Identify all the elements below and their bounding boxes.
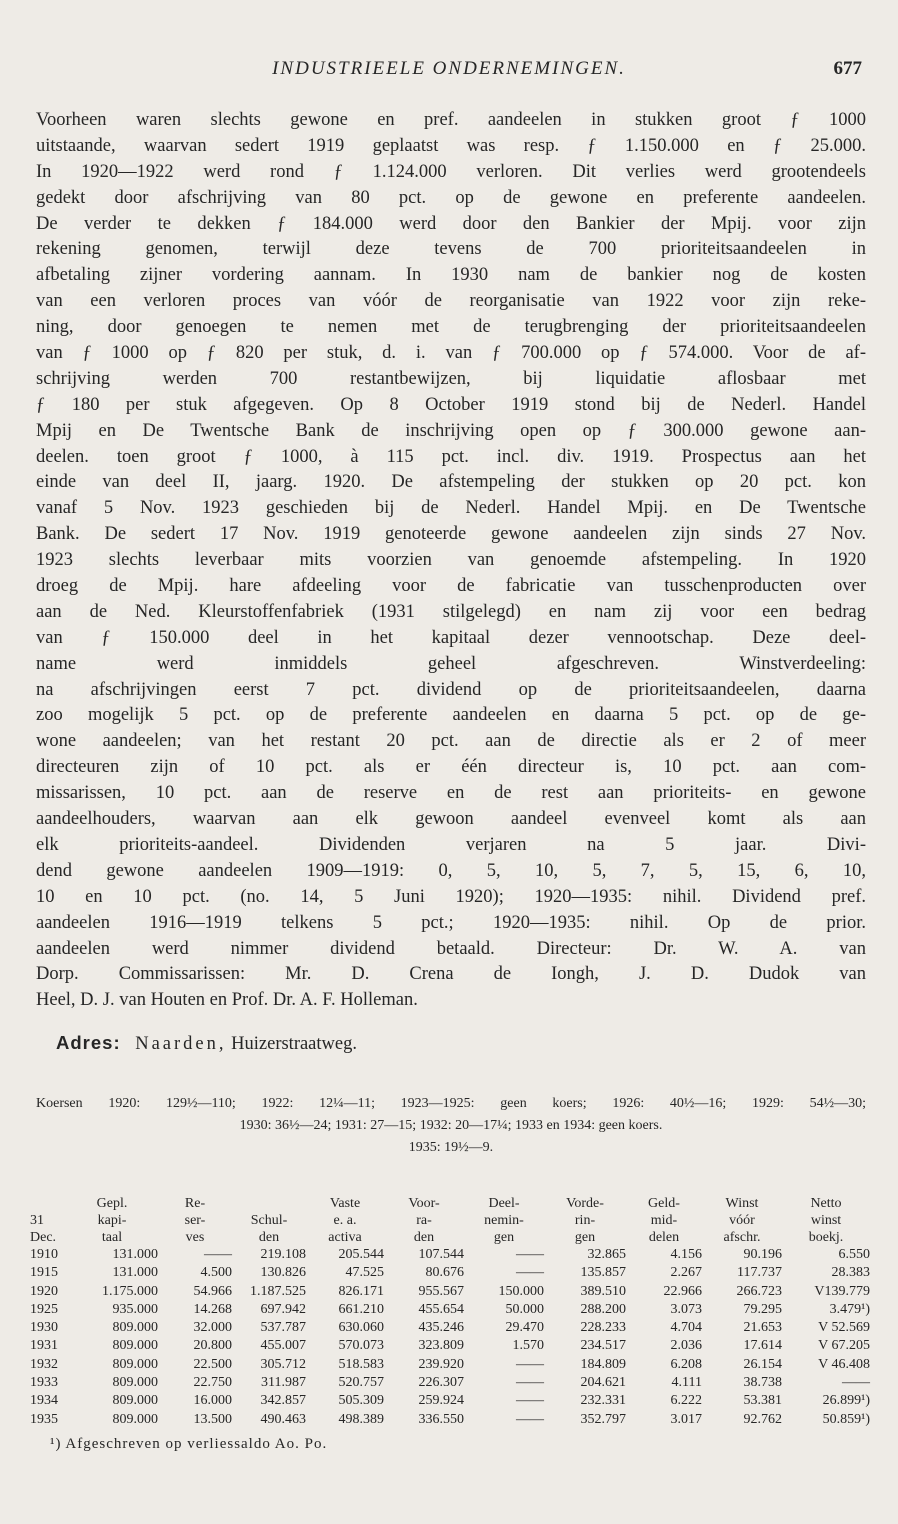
text-line: einde van deel II, jaarg. 1920. De afstempeling der stukken op 20 pct. kon	[36, 472, 866, 493]
table-cell: 16.000	[193, 1393, 232, 1409]
table-cell: 131.000	[112, 1247, 158, 1262]
text-line: De verder te dekken ƒ 184.000 werd door den Bankier der Mpij. voor zijn	[36, 213, 866, 234]
table-cell: 518.583	[338, 1356, 384, 1372]
table-header-cell: vóór	[729, 1213, 755, 1228]
table-cell: 32.865	[587, 1247, 626, 1262]
table-header-cell: mid-	[650, 1213, 678, 1228]
table-cell: 20.800	[193, 1338, 232, 1354]
table-cell: 455.654	[418, 1301, 464, 1317]
table-row	[30, 1392, 870, 1410]
text-line: Mpij en De Twentsche Bank de inschrijving open op ƒ 300.000 gewone aan-	[36, 420, 866, 441]
text-line: dend gewone aandeelen 1909—1919: 0, 5, 10, 5, 7, 5, 15, 6, 10,	[36, 860, 866, 881]
table-cell: 17.614	[743, 1338, 782, 1354]
table-header-cell: kapi-	[97, 1213, 127, 1228]
quote-line: 1930: 36½—24; 1931: 27—15; 1932: 20—17¼; 1933 en 1934: geen koers.	[239, 1118, 663, 1133]
table-cell: 21.653	[743, 1320, 782, 1336]
table-header-cell: afschr.	[723, 1230, 761, 1245]
table-cell: ——	[842, 1375, 870, 1391]
table-cell: 80.676	[425, 1265, 464, 1281]
text-line: wone aandeelen; van het restant 20 pct. aan de directie als er 2 of meer	[36, 731, 866, 752]
table-cell: 505.309	[338, 1393, 384, 1409]
table-row	[30, 1319, 870, 1337]
table-row	[30, 1283, 870, 1301]
text-line: deelen. toen groot ƒ 1000, à 115 pct. incl. div. 1919. Prospectus aan het	[36, 446, 866, 467]
table-cell: ——	[516, 1265, 544, 1281]
table-cell: 455.007	[260, 1338, 306, 1354]
page-number: 677	[833, 58, 862, 79]
table-cell: V 46.408	[818, 1356, 870, 1372]
text-line: Bank. De sedert 17 Nov. 1919 genoteerde gewone aandeelen zijn sinds 27 Nov.	[36, 524, 866, 545]
price-quotes	[36, 1093, 866, 1159]
table-cell: 1934	[30, 1393, 58, 1409]
text-line: van ƒ 1000 op ƒ 820 per stuk, d. i. van ƒ 700.000 op ƒ 574.000. Voor de af-	[36, 343, 866, 364]
table-header-cell: rin-	[574, 1213, 596, 1228]
text-line: aandeelen 1916—1919 telkens 5 pct.; 1920—1935: nihil. Op de prior.	[36, 912, 866, 933]
table-header-cell: Winst	[725, 1196, 759, 1211]
table-cell: 323.809	[418, 1338, 464, 1354]
table-row	[30, 1374, 870, 1392]
table-header-cell: 31	[30, 1213, 44, 1228]
table-cell: 3.017	[670, 1411, 702, 1427]
table-header-cell: ra-	[416, 1213, 432, 1228]
table-cell: 1915	[30, 1265, 58, 1281]
table-cell: 2.267	[670, 1265, 702, 1281]
table-cell: 1932	[30, 1356, 58, 1372]
table-cell: 205.544	[338, 1247, 384, 1262]
table-cell: 498.389	[338, 1411, 384, 1427]
table-cell: 26.154	[743, 1356, 782, 1372]
table-cell: 107.544	[418, 1247, 464, 1262]
table-cell: 28.383	[831, 1265, 870, 1281]
table-cell: 809.000	[112, 1375, 158, 1391]
table-header-cell: Netto	[810, 1196, 842, 1211]
table-cell: 1935	[30, 1411, 58, 1427]
table-cell: 311.987	[261, 1375, 306, 1391]
table-cell: 135.857	[580, 1265, 626, 1281]
table-cell: 490.463	[260, 1411, 306, 1427]
table-cell: 32.000	[193, 1320, 232, 1336]
table-cell: 226.307	[418, 1375, 464, 1391]
table-cell: V 67.205	[818, 1338, 870, 1354]
text-line: aandeelen werd nimmer dividend betaald. Directeur: Dr. W. A. van	[36, 938, 866, 959]
table-cell: 92.762	[743, 1411, 782, 1427]
table-row	[30, 1264, 870, 1282]
table-cell: 352.797	[580, 1411, 626, 1427]
table-header-cell: winst	[810, 1213, 842, 1228]
body-text	[36, 108, 866, 1014]
table-cell: 14.268	[193, 1301, 232, 1317]
text-line: Voorheen waren slechts gewone en pref. aandeelen in stukken groot ƒ 1000	[36, 110, 866, 130]
table-cell: 3.073	[670, 1301, 702, 1317]
table-cell: 809.000	[112, 1320, 158, 1336]
quote-line: Koersen 1920: 129½—110; 1922: 12¼—11; 1923—1925: geen koers; 1926: 40½—16; 1929: 54½—30;	[36, 1096, 866, 1111]
table-header-row	[30, 1229, 870, 1246]
table-cell: ——	[516, 1356, 544, 1372]
table-cell: 259.924	[418, 1393, 464, 1409]
table-cell: 29.470	[505, 1320, 544, 1336]
text-line: van ƒ 150.000 deel in het kapitaal dezer vennootschap. Deze deel-	[36, 627, 866, 648]
table-cell: 131.000	[112, 1265, 158, 1281]
table-header-cell: Deel-	[488, 1196, 520, 1211]
text-line: van een verloren proces van vóór de reorganisatie van 1922 voor zijn reke-	[36, 291, 866, 312]
table-cell: 809.000	[112, 1393, 158, 1409]
text-line: vanaf 5 Nov. 1923 geschieden bij de Nederl. Handel Mpij. en De Twentsche	[36, 498, 866, 519]
table-cell: 232.331	[580, 1393, 626, 1409]
table-cell: 117.737	[737, 1265, 782, 1281]
table-cell: 266.723	[736, 1283, 782, 1299]
table-header-row	[30, 1212, 870, 1229]
table-cell: 435.246	[418, 1320, 464, 1336]
table-cell: 1925	[30, 1301, 58, 1317]
table-cell: 3.479¹)	[829, 1301, 870, 1317]
table-cell: ——	[516, 1393, 544, 1409]
table-header-cell: e. a.	[333, 1213, 357, 1228]
table-cell: 130.826	[260, 1265, 306, 1281]
text-line: droeg de Mpij. hare afdeeling voor de fabricatie van tusschenproducten over	[36, 576, 866, 597]
table-cell: 22.750	[193, 1375, 232, 1391]
table-cell: 809.000	[112, 1356, 158, 1372]
table-cell: 234.517	[580, 1338, 626, 1354]
table-cell: 809.000	[112, 1338, 158, 1354]
text-line: name werd inmiddels geheel afgeschreven. Winstverdeeling:	[36, 653, 866, 674]
table-row	[30, 1246, 870, 1264]
table-cell: 38.738	[743, 1375, 782, 1391]
table-cell: 4.704	[670, 1320, 702, 1336]
table-cell: 630.060	[338, 1320, 384, 1336]
table-header-cell	[30, 1195, 66, 1212]
table-row	[30, 1337, 870, 1355]
table-cell: 1920	[30, 1283, 58, 1299]
table-header-cell: Re-	[184, 1196, 206, 1211]
table-cell: 150.000	[498, 1283, 544, 1299]
address-city: Naarden,	[135, 1034, 227, 1054]
table-cell: 228.233	[580, 1320, 626, 1336]
table-header-cell: Geld-	[648, 1196, 680, 1211]
table-header-cell	[232, 1195, 306, 1212]
table-cell: 79.295	[743, 1301, 782, 1317]
table-header-cell: delen	[648, 1230, 680, 1245]
table-cell: 342.857	[260, 1393, 306, 1409]
address-line	[56, 1032, 357, 1055]
table-header-cell: Vaste	[329, 1196, 361, 1211]
table-cell: 6.222	[670, 1393, 702, 1409]
table-cell: 697.942	[260, 1301, 306, 1317]
text-line: afbetaling zijner vordering aannam. In 1930 nam de bankier nog de kosten	[36, 265, 866, 286]
table-cell: 389.510	[580, 1283, 626, 1299]
text-line: elk prioriteits-aandeel. Dividenden verjaren na 5 jaar. Divi-	[36, 834, 866, 855]
table-cell: 4.111	[671, 1375, 702, 1391]
table-row	[30, 1411, 870, 1429]
text-line: In 1920—1922 werd rond ƒ 1.124.000 verloren. Dit verlies werd grootendeels	[36, 161, 866, 182]
quote-line: 1935: 19½—9.	[408, 1140, 494, 1155]
address-street: Huizerstraatweg.	[231, 1034, 357, 1054]
text-line: uitstaande, waarvan sedert 1919 geplaatst was resp. ƒ 1.150.000 en ƒ 25.000.	[36, 135, 866, 156]
table-cell: ——	[516, 1375, 544, 1391]
table-cell: ——	[204, 1247, 232, 1262]
table-header-cell: boekj.	[808, 1230, 844, 1245]
table-cell: 239.920	[418, 1356, 464, 1372]
table-cell: 2.036	[670, 1338, 702, 1354]
text-line: na afschrijvingen eerst 7 pct. dividend op de prioriteitsaandeelen, daarna	[36, 679, 866, 700]
table-cell: 26.899¹)	[822, 1393, 870, 1409]
table-cell: 1910	[30, 1247, 58, 1262]
text-line: directeuren zijn of 10 pct. als er één directeur is, 10 pct. aan com-	[36, 757, 866, 778]
table-header-cell: nemin-	[484, 1213, 524, 1228]
table-header-cell: den	[258, 1230, 280, 1245]
table-cell: 204.621	[580, 1375, 626, 1391]
table-row	[30, 1301, 870, 1319]
table-header-cell: Vorde-	[566, 1196, 604, 1211]
table-header-cell: Dec.	[30, 1230, 57, 1245]
table-cell: 305.712	[260, 1356, 306, 1372]
text-line: schrijving werden 700 restantbewijzen, bij liquidatie aflosbaar met	[36, 368, 866, 389]
table-header-cell: Gepl.	[96, 1196, 128, 1211]
text-line: ƒ 180 per stuk afgegeven. Op 8 October 1919 stond bij de Nederl. Handel	[36, 394, 866, 415]
table-cell: 53.381	[743, 1393, 782, 1409]
text-line: gedekt door afschrijving van 80 pct. op de gewone en preferente aandeelen.	[36, 187, 866, 208]
table-cell: 288.200	[580, 1301, 626, 1317]
text-line: missarissen, 10 pct. aan de reserve en de rest aan prioriteits- en gewone	[36, 783, 866, 804]
table-cell: 47.525	[345, 1265, 384, 1281]
table-cell: V139.779	[814, 1283, 870, 1299]
table-cell: 826.171	[338, 1283, 384, 1299]
table-row	[30, 1356, 870, 1374]
table-cell: ——	[516, 1411, 544, 1427]
table-cell: 54.966	[193, 1283, 232, 1299]
table-cell: 22.500	[193, 1356, 232, 1372]
table-cell: 1931	[30, 1338, 58, 1354]
table-cell: 537.787	[260, 1320, 306, 1336]
table-header-cell: ser-	[184, 1213, 206, 1228]
text-line: ning, door genoegen te nemen met de terugbrenging der prioriteitsaandeelen	[36, 317, 866, 338]
table-cell: 955.567	[418, 1283, 464, 1299]
footnote: ¹) Afgeschreven op verliessaldo Ao. Po.	[50, 1436, 328, 1452]
text-line: zoo mogelijk 5 pct. op de preferente aandeelen en daarna 5 pct. op de ge-	[36, 705, 866, 726]
table-cell: 1.175.000	[102, 1283, 158, 1299]
table-cell: 1.570	[512, 1338, 544, 1354]
table-cell: 661.210	[338, 1301, 384, 1317]
text-line: Heel, D. J. van Houten en Prof. Dr. A. F. Holleman.	[36, 990, 418, 1011]
financial-table	[30, 1195, 870, 1429]
table-cell: 336.550	[418, 1411, 464, 1427]
text-line: aan de Ned. Kleurstoffenfabriek (1931 stilgelegd) en nam zij voor een bedrag	[36, 601, 866, 622]
table-cell: 1933	[30, 1375, 58, 1391]
text-line: 10 en 10 pct. (no. 14, 5 Juni 1920); 1920—1935: nihil. Dividend pref.	[36, 886, 866, 907]
table-header-cell: taal	[101, 1230, 123, 1245]
table-cell: 935.000	[112, 1301, 158, 1317]
table-cell: V 52.569	[818, 1320, 870, 1336]
page-header	[0, 58, 898, 88]
table-cell: ——	[516, 1247, 544, 1262]
table-header-row	[30, 1195, 870, 1212]
table-header-cell: Schul-	[250, 1213, 288, 1228]
table-cell: 4.500	[200, 1265, 232, 1281]
text-line: Dorp. Commissarissen: Mr. D. Crena de Iongh, J. D. Dudok van	[36, 964, 866, 985]
table-cell: 50.000	[505, 1301, 544, 1317]
table-cell: 809.000	[112, 1411, 158, 1427]
table-cell: 1930	[30, 1320, 58, 1336]
address-label: Adres:	[56, 1032, 121, 1053]
table-cell: 570.073	[338, 1338, 384, 1354]
table-cell: 90.196	[743, 1247, 782, 1262]
table-cell: 13.500	[193, 1411, 232, 1427]
table-cell: 184.809	[580, 1356, 626, 1372]
text-line: 1923 slechts leverbaar mits voorzien van genoemde afstempeling. In 1920	[36, 550, 866, 571]
table-header-cell: ves	[185, 1230, 205, 1245]
table-header-cell: gen	[574, 1230, 596, 1245]
table-cell: 1.187.525	[250, 1283, 306, 1299]
table-cell: 6.208	[670, 1356, 702, 1372]
text-line: rekening genomen, terwijl deze tevens de 700 prioriteitsaandeelen in	[36, 239, 866, 260]
table-cell: 219.108	[260, 1247, 306, 1262]
text-line: aandeelhouders, waarvan aan elk gewoon aandeel evenveel komt als aan	[36, 809, 866, 830]
table-cell: 50.859¹)	[822, 1411, 870, 1427]
table-header-cell: den	[413, 1230, 435, 1245]
running-title: INDUSTRIEELE ONDERNEMINGEN.	[272, 58, 626, 79]
table-header-cell: gen	[493, 1230, 515, 1245]
table-header-cell: Voor-	[408, 1196, 440, 1211]
table-cell: 22.966	[663, 1283, 702, 1299]
table-cell: 520.757	[338, 1375, 384, 1391]
table-cell: 6.550	[838, 1247, 870, 1262]
table-header-cell: activa	[328, 1230, 362, 1245]
table-cell: 4.156	[670, 1247, 702, 1262]
